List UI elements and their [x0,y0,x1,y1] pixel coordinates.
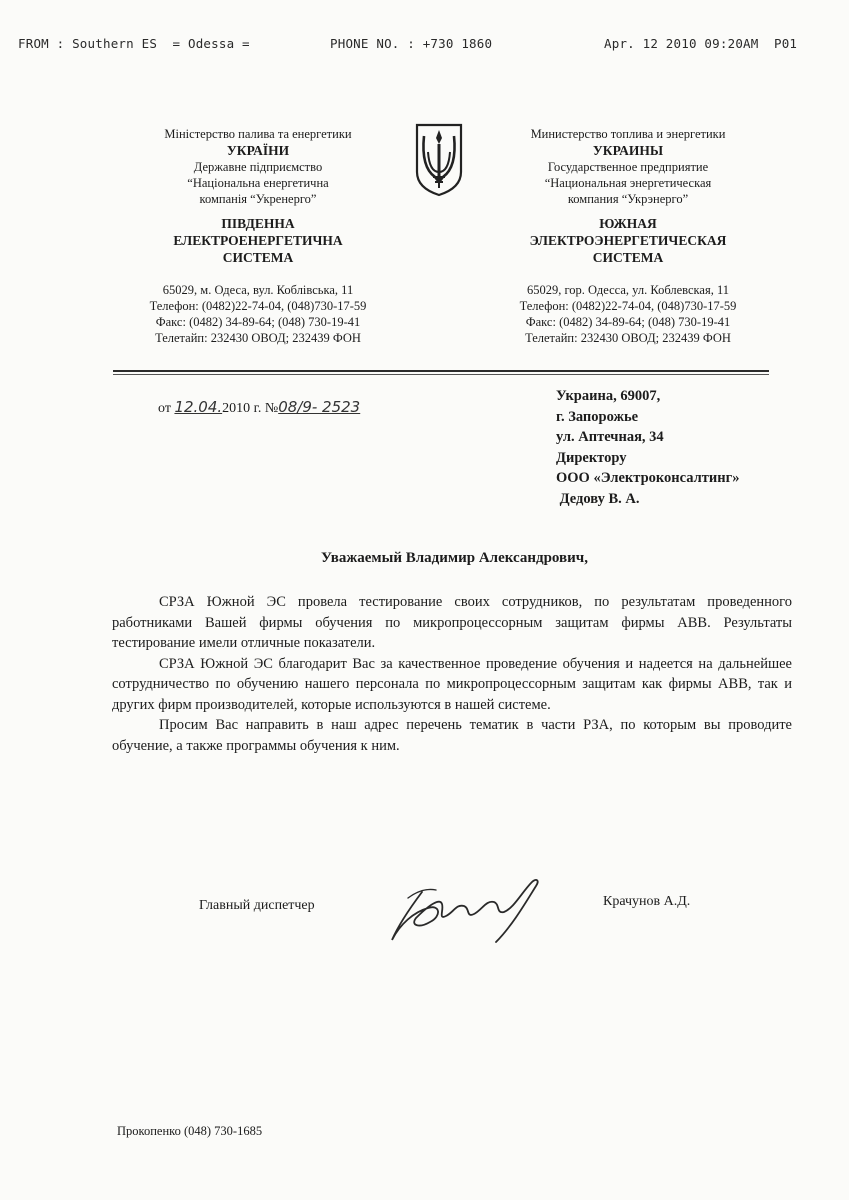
fax-phone-number: PHONE NO. : +730 1860 [330,36,493,51]
signatory-name: Крачунов А.Д. [603,894,691,909]
addressee-block [556,386,739,509]
country-name: УКРАИНЫ [592,143,664,158]
system-name [478,215,778,266]
enterprise-type: Государственное предприятие [547,160,709,174]
addressee-line: Директору [556,449,627,466]
body-paragraph: СРЗА Южной ЭС провела тестирование своих сотрудников, по результатам проведенного работниками Вашей фирмы обучения по микропроцессорным защитам фирмы ABB. Результаты тестирование имели отличные показатели. [112,594,792,651]
addressee-line: Украина, 69007, [556,388,661,404]
letterhead-divider [113,370,769,372]
letterhead-contacts [478,282,778,346]
trident-emblem-icon [413,122,465,198]
country-name: УКРАЇНИ [226,143,290,158]
address: 65029, м. Одеса, вул. Коблівська, 11 [162,283,354,297]
company-name-line2: компанія “Укренерго” [199,192,317,206]
ref-number-label: № [264,401,279,416]
system-name-line1: ЮЖНАЯ [599,216,657,231]
letterhead-contacts [108,282,408,346]
fax-datetime: Apr. 12 2010 09:20AM P01 [604,36,798,51]
fax-sender: FROM : Southern ES = Odessa = [18,36,250,51]
teletype: Телетайп: 232430 ОВОД; 232439 ФОН [155,331,361,345]
ref-date-handwritten: 12.04. [174,398,223,416]
addressee-line: ул. Аптечная, 34 [556,429,664,445]
fax-transmission-header [0,36,849,56]
phone: Телефон: (0482)22-74-04, (048)730-17-59 [149,299,367,313]
addressee-line: Дедову В. А. [556,490,640,507]
ministry-name: Министерство топлива и энергетики [530,127,726,141]
outgoing-reference [158,398,360,417]
addressee-line: ООО «Электроконсалтинг» [556,470,740,486]
company-name-line1: “Национальная энергетическая [544,176,712,190]
enterprise-type: Державне підприємство [193,160,323,174]
ref-prefix: от [158,401,171,416]
letterhead-divider-thin [113,374,769,375]
ministry-name: Міністерство палива та енергетики [164,127,352,141]
system-name-line3: СИСТЕМА [222,250,294,265]
body-paragraph: Просим Вас направить в наш адрес перечень тематик в части РЗА, по которым вы проводите обучение, а также программы обучения к ним. [112,717,792,754]
executor-contact: Прокопенко (048) 730-1685 [117,1124,263,1138]
salutation: Уважаемый Владимир Александрович, [320,550,588,566]
ref-number-handwritten: 08/9- 2523 [278,398,361,416]
fax: Факс: (0482) 34-89-64; (048) 730-19-41 [525,315,731,329]
company-name-line1: “Національна енергетична [187,176,329,190]
address: 65029, гор. Одесса, ул. Коблевская, 11 [526,283,730,297]
ref-year: 2010 г. [222,401,262,416]
signatory-title: Главный диспетчер [199,898,315,913]
system-name [108,215,408,266]
system-name-line2: ЕЛЕКТРОЕНЕРГЕТИЧНА [173,233,343,248]
letterhead-ukrainian [108,126,408,346]
phone: Телефон: (0482)22-74-04, (048)730-17-59 [519,299,737,313]
letter-body [112,592,792,756]
handwritten-signature [380,868,550,960]
system-name-line3: СИСТЕМА [592,250,664,265]
body-paragraph: СРЗА Южной ЭС благодарит Вас за качественное проведение обучения и надеется на дальнейшее сотрудничество по обучению нашего персонала по микропроцессорным защитам как фирмы ABB, так и других фирм производителей, которые используются в нашей системе. [112,655,792,713]
system-name-line2: ЭЛЕКТРОЭНЕРГЕТИЧЕСКАЯ [529,233,727,248]
addressee-line: г. Запорожье [556,408,639,425]
fax: Факс: (0482) 34-89-64; (048) 730-19-41 [155,315,361,329]
system-name-line1: ПІВДЕННА [221,216,295,231]
company-name-line2: компания “Укрэнерго” [567,192,689,206]
teletype: Телетайп: 232430 ОВОД; 232439 ФОН [525,331,731,345]
letterhead-russian [478,126,778,346]
